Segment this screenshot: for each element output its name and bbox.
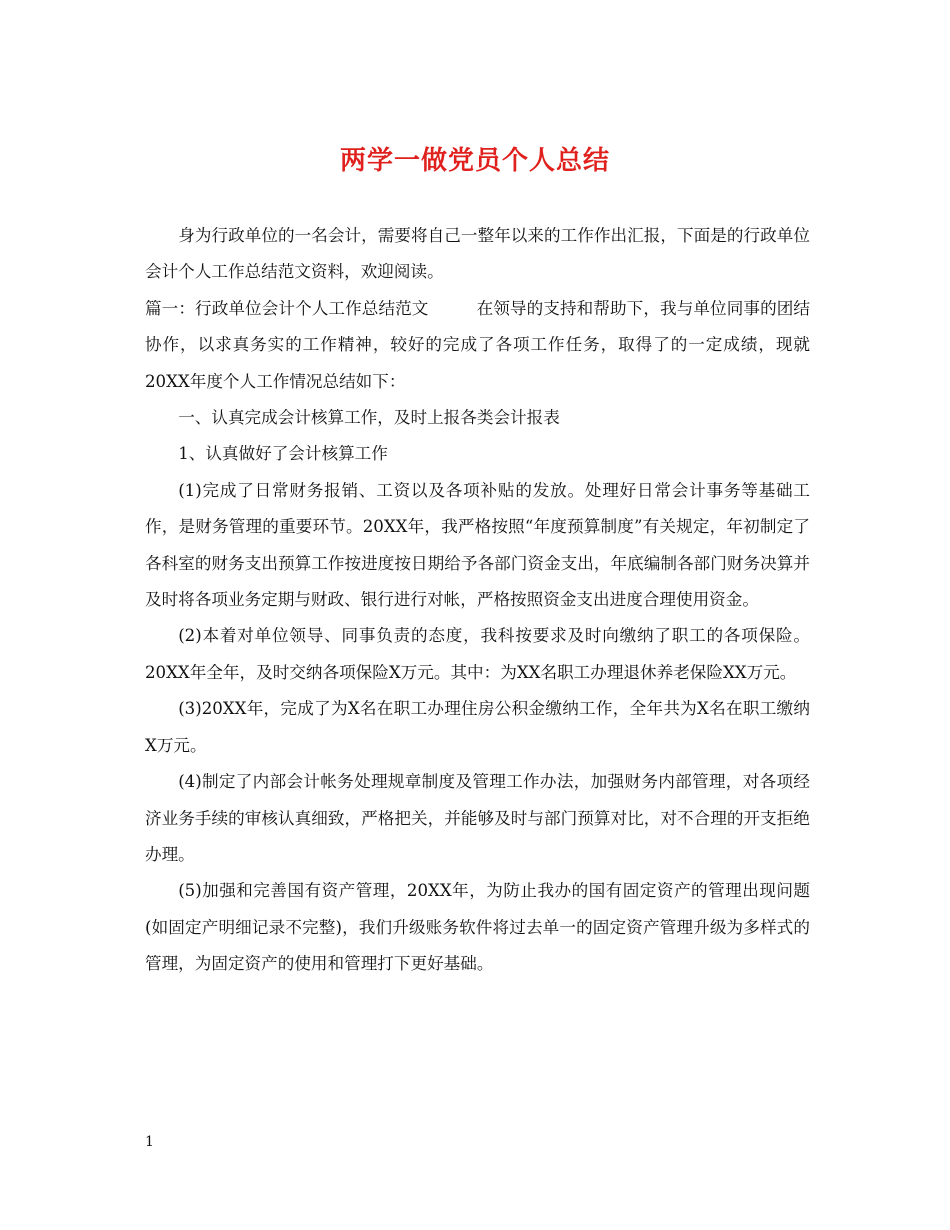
item-5-paragraph: (5)加强和完善国有资产管理，20XX年，为防止我办的国有固定资产的管理出现问题(如固定产明细记录不完整)，我们升级账务软件将过去单一的固定资产管理升级为多样式的管理，为固定资产的使用和管理打下更好基础。	[145, 881, 810, 974]
document-title: 两学一做党员个人总结	[339, 146, 610, 176]
item-1-paragraph: (1)完成了日常财务报销、工资以及各项补贴的发放。处理好日常会计事务等基础工作，是财务管理的重要环节。20XX年，我严格按照“年度预算制度”有关规定，年初制定了各科室的财务支出预算工作按进度按日期给予各部门资金支出，年底编制各部门财务决算并及时将各项业务定期与财政、银行进行对帐，严格按照资金支出进度合理使用资金。	[145, 480, 810, 610]
item-3-paragraph: (3)20XX年，完成了为X名在职工办理住房公积金缴纳工作，全年共为X名在职工缴纳X万元。	[145, 699, 810, 755]
section-paragraph	[145, 291, 810, 400]
intro-paragraph: 身为行政单位的一名会计，需要将自己一整年以来的工作作出汇报，下面是的行政单位会计个人工作总结范文资料，欢迎阅读。	[145, 226, 810, 282]
subheading-accounting: 1、认真做好了会计核算工作	[178, 444, 388, 464]
heading-accounting: 一、认真完成会计核算工作，及时上报各类会计报表	[178, 408, 560, 428]
page-number: 1	[145, 1134, 154, 1150]
item-2-paragraph: (2)本着对单位领导、同事负责的态度，我科按要求及时向缴纳了职工的各项保险。20XX年全年，及时交纳各项保险X万元。其中：为XX名职工办理退休养老保险XX万元。	[145, 626, 810, 682]
document-body	[145, 218, 810, 983]
item-4-paragraph: (4)制定了内部会计帐务处理规章制度及管理工作办法，加强财务内部管理，对各项经济业务手续的审核认真细致，严格把关，并能够及时与部门预算对比，对不合理的开支拒绝办理。	[145, 772, 810, 864]
section-intro-text: 在领导的支持和帮助下，我与单位同事的团结协作，以求真务实的工作精神，较好的完成了各项工作任务，取得了的一定成绩，现就20XX年度个人工作情况总结如下：	[145, 298, 811, 391]
section-heading: 篇一：行政单位会计个人工作总结范文	[145, 298, 429, 318]
